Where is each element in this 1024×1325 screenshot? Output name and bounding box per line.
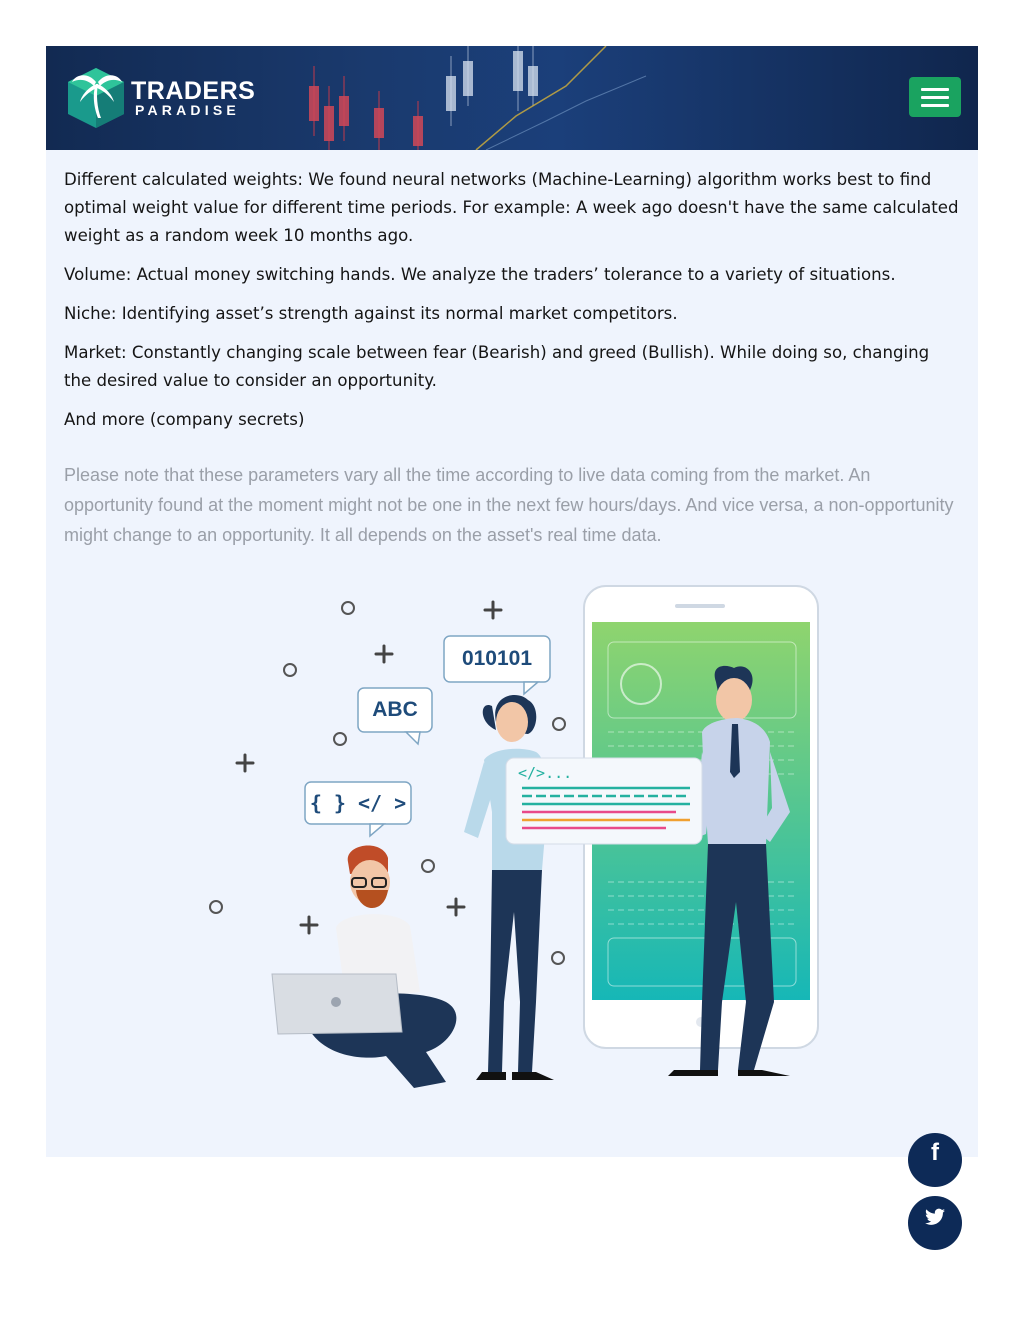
logo-wordmark-paradise: PARADISE	[135, 102, 240, 118]
logo-wordmark-traders: TRADERS	[131, 77, 256, 105]
speech-bubble-code	[305, 782, 411, 836]
facebook-icon: f	[931, 1139, 939, 1166]
bubble-code-text: { } </ >	[309, 791, 407, 815]
paragraph-volume: Volume: Actual money switching hands. We analyze the traders’ tolerance to a variety of situations.	[64, 265, 896, 284]
woman-standing-figure	[464, 695, 586, 1080]
twitter-icon	[925, 1208, 945, 1226]
paragraph-market: Market: Constantly changing scale between fear (Bearish) and greed (Bullish). While doing so, changing the desired value to consider an opportunity.	[64, 343, 930, 390]
card-code-text: </>...	[518, 764, 573, 782]
speech-bubble-binary	[444, 636, 550, 694]
paragraph-more: And more (company secrets)	[64, 410, 305, 429]
paragraph-niche: Niche: Identifying asset’s strength against its normal market competitors.	[64, 304, 678, 323]
parameters-list	[64, 166, 960, 445]
bubble-binary-text: 010101	[461, 647, 533, 670]
menu-toggle-button[interactable]	[909, 77, 961, 117]
twitter-share-button[interactable]	[908, 1196, 962, 1250]
hamburger-icon	[921, 88, 949, 91]
code-card-graphic	[506, 758, 702, 844]
speech-bubble-abc	[358, 688, 432, 744]
content-card	[46, 46, 978, 1157]
note-paragraph: Please note that these parameters vary all the time according to live data coming from the market. An opportunity found at the moment might not be one in the next few hours/days. And vice versa, a non-opportunity might change to an opportunity. It all depends on the asset's real time data.	[64, 465, 954, 545]
hamburger-icon-line	[921, 96, 949, 99]
man-sitting-with-laptop-figure	[272, 846, 456, 1088]
hamburger-icon-line	[921, 104, 949, 107]
paragraph-weights: Different calculated weights: We found neural networks (Machine-Learning) algorithm works best to find optimal weight value for different time periods. For example: A week ago doesn't have the same calculated weight as a random week 10 months ago.	[64, 170, 959, 245]
bubble-abc-text: ABC	[372, 698, 418, 721]
site-header	[46, 46, 978, 150]
team-collaboration-illustration	[206, 582, 826, 1097]
facebook-share-button[interactable]	[908, 1133, 962, 1187]
